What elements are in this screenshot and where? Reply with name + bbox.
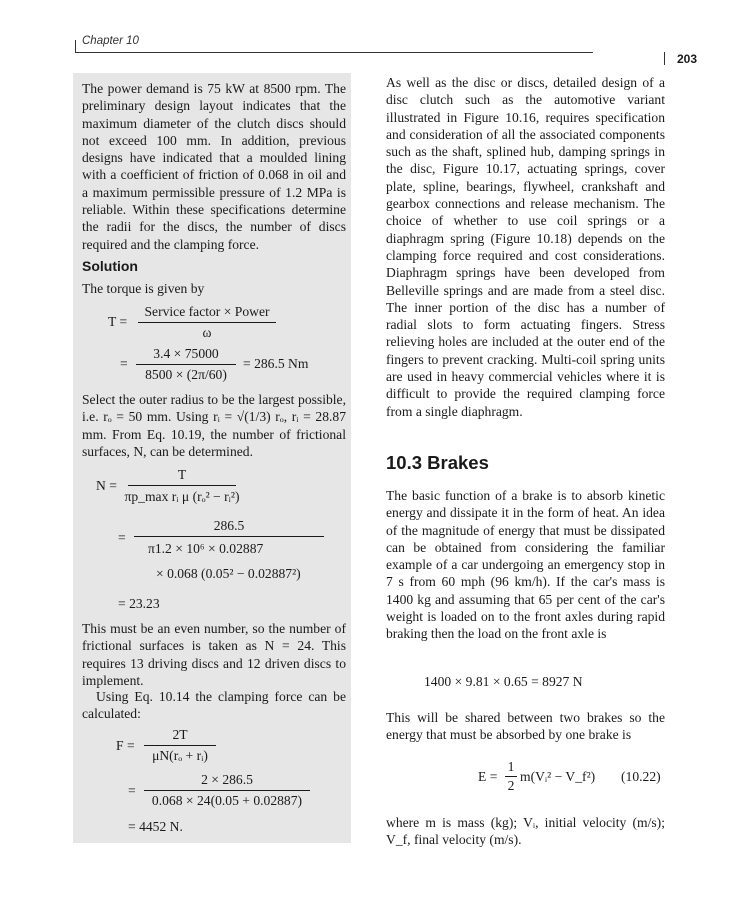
- eq-f3-result: = 4452 N.: [128, 819, 183, 834]
- header-tick-right: [664, 52, 665, 65]
- eq-n-numerator: T: [177, 467, 187, 482]
- eq-n-fraction-bar: [128, 485, 236, 486]
- eq-f2-fraction-bar: [144, 790, 310, 791]
- even-paragraph: This must be an even number, so the number of frictional surfaces is taken as N = 24. This requires 13 driving discs and 12 driven discs to implement.: [82, 621, 346, 688]
- eq-t-denominator: ω: [202, 325, 212, 340]
- solution-heading: Solution: [82, 258, 138, 274]
- torque-intro: The torque is given by: [82, 281, 205, 296]
- eq-f-denominator: μN(rₒ + rᵢ): [152, 748, 208, 763]
- eq-f2-numerator: 2 × 286.5: [201, 772, 253, 787]
- eq-f2-lhs: =: [128, 783, 136, 798]
- eq-t2-fraction-bar: [136, 364, 236, 365]
- page-number: 203: [677, 52, 698, 66]
- eq-n2-denominator-line1: π1.2 × 10⁶ × 0.02887: [148, 541, 264, 556]
- header-rule: [75, 52, 593, 53]
- where-paragraph: where m is mass (kg); Vᵢ, initial velocity (m/s); V_f, final velocity (m/s).: [386, 815, 665, 848]
- problem-paragraph: The power demand is 75 kW at 8500 rpm. The preliminary design layout indicates that the maximum diameter of the clutch discs should not exceed 100 mm. In addition, previous designs have indicated that a moulded lining with a coefficient of friction of 0.068 in oil and a maximum permissible pressure of 1.2 MPa is reliable. Within these specifications determine the radii for the discs, the number of discs required and the clamping force.: [82, 81, 346, 252]
- radius-paragraph: Select the outer radius to be the largest possible, i.e. rₒ = 50 mm. Using rᵢ = √(1/3) rₒ, rᵢ = 28.87 mm. From Eq. 10.19, the number of frictional surfaces, N, can be determined.: [82, 392, 346, 459]
- eq-f-numerator: 2T: [172, 727, 188, 742]
- eq-load: 1400 × 9.81 × 0.65 = 8927 N: [424, 674, 583, 689]
- eq-f-lhs: F =: [116, 738, 135, 753]
- eq-n2-denominator-line2: × 0.068 (0.05² − 0.02887²): [156, 566, 301, 581]
- shared-paragraph: This will be shared between two brakes so the energy that must be absorbed by one brake is: [386, 710, 665, 743]
- eq-n-lhs: N =: [96, 478, 117, 493]
- eq-e-number: (10.22): [621, 769, 661, 784]
- eq-n2-numerator: 286.5: [213, 518, 245, 533]
- eq-t-lhs: T =: [108, 314, 128, 329]
- eq-t2-denominator: 8500 × (2π/60): [145, 367, 227, 382]
- eq-t-fraction-bar: [138, 322, 276, 323]
- clutch-paragraph: As well as the disc or discs, detailed design of a disc clutch such as the automotive variant illustrated in Figure 10.16, requires specification and consideration of all the associated components such as the shaft, splined hub, damping springs in the disc, Figure 10.17, actuating springs, cover plate, spline, bearings, flywheel, crankshaft and gearbox connections and release mechanism. The choice of whether to use coil springs or a diaphragm spring (Figure 10.18) depends on the clamping force required and cost considerations. Diaphragm springs have been developed from Belleville springs and are made from a steel disc. The inner portion of the disc has a number of radial slots to form actuating fingers. Stress relieving holes are included at the outer end of the fingers to prevent cracking. Multi-coil spring units are used in heavy commercial vehicles where it is difficult to provide the required clamping force from a single diaphragm.: [386, 75, 665, 419]
- eq-t2-numerator: 3.4 × 75000: [153, 346, 219, 361]
- eq-t2-lhs: =: [120, 356, 128, 371]
- eq-n2-lhs: =: [118, 530, 126, 545]
- eq-e-fraction-bar: [505, 776, 517, 777]
- eq-e-numerator: 1: [507, 759, 515, 774]
- problem-statement: [82, 80, 346, 253]
- eq-n2-fraction-bar: [134, 536, 324, 537]
- chapter-label: Chapter 10: [82, 35, 139, 47]
- eq-t-numerator: Service factor × Power: [144, 304, 270, 319]
- eq-f2-denominator: 0.068 × 24(0.05 + 0.02887): [151, 793, 303, 808]
- eq-n3-result: = 23.23: [118, 596, 160, 611]
- clamp-paragraph: Using Eq. 10.14 the clamping force can be calculated:: [82, 689, 346, 722]
- eq-e-rest: m(Vᵢ² − V_f²): [520, 769, 596, 784]
- eq-e-lhs: E =: [478, 769, 498, 784]
- eq-n-denominator: πp_max rᵢ μ (rₒ² − rᵢ²): [124, 489, 240, 504]
- eq-t2-result: = 286.5 Nm: [243, 356, 309, 371]
- eq-f-fraction-bar: [144, 745, 216, 746]
- brakes-paragraph: The basic function of a brake is to absorb kinetic energy and dissipate it in the form of heat. An idea of the magnitude of energy that must be dissipated can be obtained from considering the familiar example of a car undergoing an emergency stop in 7 s from 60 mph (96 km/h). If the car's mass is 1400 kg and assuming that 65 per cent of the car's weight is loaded on to the front axles during rapid braking then the load on the front axle is: [386, 488, 665, 642]
- section-heading: 10.3 Brakes: [386, 452, 489, 473]
- eq-e-denominator: 2: [507, 778, 515, 793]
